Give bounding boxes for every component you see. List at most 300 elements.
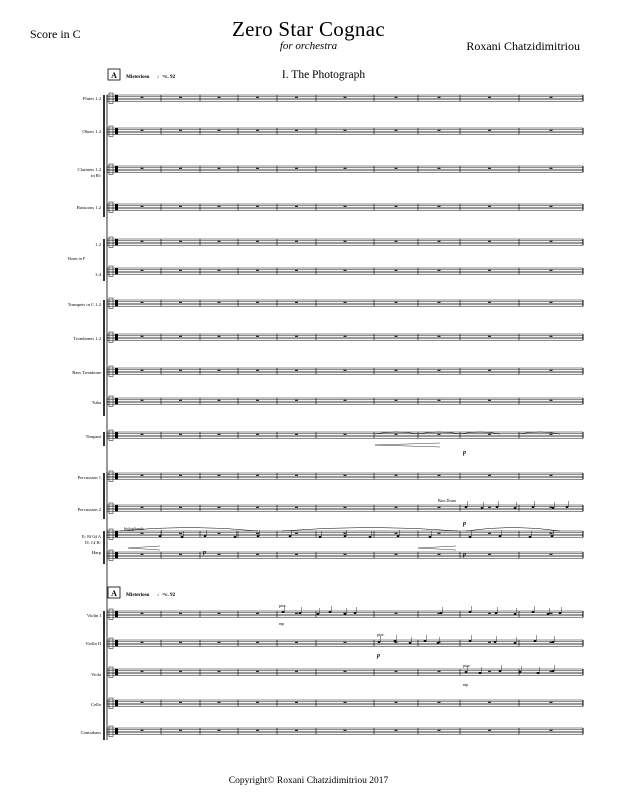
rest-mark xyxy=(344,507,347,508)
rest-mark xyxy=(550,400,553,401)
note-head xyxy=(494,641,497,643)
rest-mark xyxy=(141,554,144,555)
label-horns-12: 1.2 xyxy=(95,242,101,247)
staff-bassoons xyxy=(107,202,583,212)
metronome-strings: ♩=c. 92 xyxy=(157,592,176,598)
rest-mark xyxy=(395,507,398,508)
label-trumpets: Trumpets in C 1.2 xyxy=(67,302,101,307)
note-head xyxy=(499,535,502,537)
rest-mark xyxy=(344,533,347,534)
label-violin-2: Violin II xyxy=(85,641,101,646)
time-signature xyxy=(115,531,118,537)
rest-mark xyxy=(218,642,221,643)
rest-mark xyxy=(218,97,221,98)
rest-mark xyxy=(550,97,553,98)
rest-mark xyxy=(395,302,398,303)
note-head xyxy=(532,611,535,613)
rest-mark xyxy=(438,336,441,337)
staff-clarinets xyxy=(107,164,583,174)
rest-mark xyxy=(550,554,553,555)
rest-mark xyxy=(141,533,144,534)
note-head xyxy=(234,536,237,538)
rest-mark xyxy=(295,702,298,703)
note-head xyxy=(394,640,397,642)
rest-mark xyxy=(438,554,441,555)
note-head xyxy=(495,612,498,614)
staff-percussion-2 xyxy=(107,503,583,513)
rest-mark xyxy=(295,642,298,643)
note-head xyxy=(514,613,517,615)
rest-mark xyxy=(295,370,298,371)
rest-mark xyxy=(395,533,398,534)
rest-mark xyxy=(488,507,491,508)
rest-mark xyxy=(295,730,298,731)
note-head xyxy=(481,507,484,509)
rest-mark xyxy=(295,400,298,401)
rest-mark xyxy=(141,168,144,169)
rest-mark xyxy=(179,475,182,476)
label-clarinets: Clarinets 1.2 xyxy=(77,167,101,172)
rest-mark xyxy=(141,642,144,643)
rest-mark xyxy=(438,370,441,371)
note-head xyxy=(289,535,292,537)
rest-mark xyxy=(488,702,491,703)
rest-mark xyxy=(395,554,398,555)
rest-mark xyxy=(218,507,221,508)
note-head xyxy=(547,613,550,615)
time-signature xyxy=(115,432,118,438)
rest-mark xyxy=(550,336,553,337)
hairpin-0 xyxy=(375,443,440,447)
note-head xyxy=(424,640,427,642)
rest-mark xyxy=(256,554,259,555)
rest-mark xyxy=(550,241,553,242)
rest-mark xyxy=(344,130,347,131)
metronome-top: ♩=c. 92 xyxy=(157,74,176,80)
time-signature xyxy=(115,611,118,617)
time-signature xyxy=(115,473,118,479)
note-head xyxy=(440,612,443,614)
rest-mark xyxy=(395,400,398,401)
rest-mark xyxy=(344,270,347,271)
note-head xyxy=(378,641,381,643)
rest-mark xyxy=(488,130,491,131)
rest-mark xyxy=(295,206,298,207)
annotation-pizz-viola: pizz. xyxy=(463,663,471,668)
staff-timpani xyxy=(107,430,583,440)
rehearsal-mark-strings: A xyxy=(111,589,117,598)
note-head xyxy=(552,670,555,672)
rest-mark xyxy=(295,168,298,169)
rest-mark xyxy=(141,302,144,303)
staff-trumpets xyxy=(107,298,583,308)
rest-mark xyxy=(256,702,259,703)
rest-mark xyxy=(344,475,347,476)
rest-mark xyxy=(344,97,347,98)
rest-mark xyxy=(550,613,553,614)
annotation-bass-drum: Bass Drum xyxy=(438,498,456,503)
rest-mark xyxy=(488,671,491,672)
rest-mark xyxy=(179,336,182,337)
rest-mark xyxy=(295,241,298,242)
hairpin-2 xyxy=(418,546,456,550)
rest-mark xyxy=(488,533,491,534)
time-signature xyxy=(115,239,118,245)
rest-mark xyxy=(344,554,347,555)
label-bass-trombone: Bass Trombone xyxy=(72,370,101,375)
rest-mark xyxy=(295,533,298,534)
note-head xyxy=(354,612,357,614)
label-percussion-1: Percussion 1 xyxy=(77,475,101,480)
rest-mark xyxy=(141,613,144,614)
score-type-label: Score in C xyxy=(30,27,81,41)
rest-mark xyxy=(141,130,144,131)
note-head xyxy=(532,506,535,508)
rest-mark xyxy=(395,336,398,337)
rest-mark xyxy=(395,730,398,731)
dynamic-harp-2: p xyxy=(463,552,466,558)
note-head xyxy=(319,536,322,538)
label-timpani: Timpani xyxy=(85,434,101,439)
rest-mark xyxy=(141,97,144,98)
rest-mark xyxy=(295,475,298,476)
staff-tuba xyxy=(107,396,583,406)
note-head xyxy=(534,640,537,642)
rest-mark xyxy=(218,671,221,672)
rest-mark xyxy=(218,241,221,242)
rest-mark xyxy=(218,168,221,169)
label-harp: Harp xyxy=(91,550,101,555)
note-head xyxy=(465,671,468,673)
staff-oboes xyxy=(107,126,583,136)
movement-title: I. The Photograph xyxy=(281,69,366,81)
time-signature xyxy=(115,300,118,306)
rest-mark xyxy=(438,507,441,508)
rest-mark xyxy=(218,270,221,271)
note-head xyxy=(344,535,347,537)
rest-mark xyxy=(488,241,491,242)
annotation-pizz-vln2: pizz. xyxy=(377,632,385,637)
rest-mark xyxy=(218,302,221,303)
rest-mark xyxy=(438,130,441,131)
rest-mark xyxy=(141,434,144,435)
rest-mark xyxy=(179,434,182,435)
rest-mark xyxy=(438,302,441,303)
rest-mark xyxy=(141,507,144,508)
note-head xyxy=(257,535,260,537)
rest-mark xyxy=(488,302,491,303)
rest-mark xyxy=(395,206,398,207)
label-horns-group: Horns in F xyxy=(67,256,85,261)
time-signature xyxy=(115,505,118,511)
rest-mark xyxy=(141,730,144,731)
rest-mark xyxy=(395,434,398,435)
rest-mark xyxy=(295,613,298,614)
rest-mark xyxy=(550,533,553,534)
rest-mark xyxy=(179,642,182,643)
hairpin-1 xyxy=(128,546,160,550)
rest-mark xyxy=(488,434,491,435)
rest-mark xyxy=(395,613,398,614)
rest-mark xyxy=(395,702,398,703)
rest-mark xyxy=(179,270,182,271)
note-head xyxy=(499,670,502,672)
rest-mark xyxy=(141,671,144,672)
rest-mark xyxy=(256,302,259,303)
rest-mark xyxy=(179,554,182,555)
rest-mark xyxy=(295,336,298,337)
piece-title: Zero Star Cognac xyxy=(232,17,385,41)
harp-slur-2 xyxy=(466,528,560,532)
rest-mark xyxy=(141,702,144,703)
note-head xyxy=(344,613,347,615)
rest-mark xyxy=(488,206,491,207)
rest-mark xyxy=(179,206,182,207)
rest-mark xyxy=(438,241,441,242)
label-viola: Viola xyxy=(91,672,101,677)
label-tuba: Tuba xyxy=(91,400,101,405)
rest-mark xyxy=(395,270,398,271)
annotation-bisbigliando: bisbigliando xyxy=(124,526,144,531)
rest-mark xyxy=(179,168,182,169)
time-signature xyxy=(115,552,118,558)
rest-mark xyxy=(256,533,259,534)
rest-mark xyxy=(344,642,347,643)
staff-contrabass xyxy=(107,726,583,736)
rest-mark xyxy=(141,400,144,401)
rest-mark xyxy=(179,702,182,703)
rest-mark xyxy=(295,130,298,131)
note-head xyxy=(329,611,332,613)
rest-mark xyxy=(344,702,347,703)
note-head xyxy=(429,536,432,538)
rest-mark xyxy=(344,671,347,672)
rest-mark xyxy=(550,206,553,207)
rest-mark xyxy=(488,730,491,731)
note-head xyxy=(559,612,562,614)
note-head xyxy=(551,535,554,537)
note-head xyxy=(496,506,499,508)
rest-mark xyxy=(256,400,259,401)
rest-mark xyxy=(179,130,182,131)
tempo-text-top: Misterioso xyxy=(126,74,150,80)
label-bassoons: Bassoons 1.2 xyxy=(76,205,101,210)
rest-mark xyxy=(438,206,441,207)
rest-mark xyxy=(438,400,441,401)
time-signature xyxy=(115,669,118,675)
staff-flutes xyxy=(107,93,583,103)
rest-mark xyxy=(256,336,259,337)
rest-mark xyxy=(218,554,221,555)
rest-mark xyxy=(141,370,144,371)
rest-mark xyxy=(438,730,441,731)
rest-mark xyxy=(179,533,182,534)
label-flutes: Flutes 1.2 xyxy=(82,96,101,101)
rest-mark xyxy=(218,206,221,207)
rest-mark xyxy=(395,97,398,98)
staff-horns-12 xyxy=(107,237,583,247)
rest-mark xyxy=(438,671,441,672)
rest-mark xyxy=(438,434,441,435)
rest-mark xyxy=(550,130,553,131)
rest-mark xyxy=(344,336,347,337)
rest-mark xyxy=(488,400,491,401)
rest-mark xyxy=(488,370,491,371)
rest-mark xyxy=(550,270,553,271)
staff-bass-trombone xyxy=(107,366,583,376)
time-signature xyxy=(115,128,118,134)
rest-mark xyxy=(256,206,259,207)
staves-group xyxy=(107,93,583,736)
staff-cello xyxy=(107,698,583,708)
rest-mark xyxy=(344,241,347,242)
harp-slur-1 xyxy=(282,528,458,532)
rest-mark xyxy=(141,475,144,476)
staff-violin-2 xyxy=(107,638,583,648)
rest-mark xyxy=(256,613,259,614)
rest-mark xyxy=(344,730,347,731)
rest-mark xyxy=(438,168,441,169)
rest-mark xyxy=(256,642,259,643)
label-clarinets-key: in B♭ xyxy=(91,173,101,178)
note-head xyxy=(282,611,285,613)
rest-mark xyxy=(179,400,182,401)
dynamic-percussion: p xyxy=(463,521,466,527)
rest-mark xyxy=(488,168,491,169)
time-signature xyxy=(115,728,118,734)
note-head xyxy=(181,536,184,538)
note-head xyxy=(317,613,320,615)
rest-mark xyxy=(295,302,298,303)
rest-mark xyxy=(218,130,221,131)
note-head xyxy=(299,612,302,614)
rest-mark xyxy=(344,370,347,371)
note-head xyxy=(519,671,522,673)
dynamic-viola: mp xyxy=(463,682,469,687)
rest-mark xyxy=(488,336,491,337)
rest-mark xyxy=(295,270,298,271)
rest-mark xyxy=(256,730,259,731)
note-head xyxy=(566,506,569,508)
rest-mark xyxy=(218,613,221,614)
rest-mark xyxy=(295,434,298,435)
time-signature xyxy=(115,640,118,646)
dynamic-timpani: p xyxy=(463,450,466,456)
time-signature xyxy=(115,700,118,706)
rest-mark xyxy=(344,206,347,207)
note-head xyxy=(409,642,412,644)
rest-mark xyxy=(438,270,441,271)
rest-mark xyxy=(141,336,144,337)
label-contrabass: Contrabass xyxy=(80,730,101,735)
rest-mark xyxy=(256,130,259,131)
rest-mark xyxy=(395,671,398,672)
rest-mark xyxy=(295,97,298,98)
rest-mark xyxy=(218,475,221,476)
rest-mark xyxy=(179,507,182,508)
note-head xyxy=(397,535,400,537)
rest-mark xyxy=(256,241,259,242)
rest-mark xyxy=(550,302,553,303)
rest-mark xyxy=(256,270,259,271)
staff-percussion-1 xyxy=(107,471,583,481)
label-harp-pedal-2: D♭ C♯ B♭ xyxy=(85,540,101,545)
rest-mark xyxy=(218,336,221,337)
label-harp-pedal-1: E♭ F♯ G♯ A xyxy=(81,534,101,539)
rest-mark xyxy=(395,168,398,169)
rest-mark xyxy=(488,642,491,643)
rest-mark xyxy=(179,302,182,303)
staff-harp-lh xyxy=(107,550,583,560)
note-head xyxy=(437,642,440,644)
note-head xyxy=(552,641,555,643)
time-signature xyxy=(115,368,118,374)
piece-subtitle: for orchestra xyxy=(279,40,338,52)
composer-name: Roxani Chatzidimitriou xyxy=(466,39,580,53)
staff-horns-34 xyxy=(107,266,583,276)
label-trombones: Trombones 1.2 xyxy=(73,336,101,341)
rest-mark xyxy=(488,475,491,476)
note-head xyxy=(537,672,540,674)
time-signature xyxy=(115,334,118,340)
rest-mark xyxy=(256,370,259,371)
note-head xyxy=(552,507,555,509)
time-signature xyxy=(115,398,118,404)
rest-mark xyxy=(141,241,144,242)
time-signature xyxy=(115,166,118,172)
rest-mark xyxy=(295,507,298,508)
staff-viola xyxy=(107,667,583,677)
label-violin-1: Violin I xyxy=(86,613,101,618)
dynamic-vln2: p xyxy=(377,653,380,659)
note-head xyxy=(469,536,472,538)
rest-mark xyxy=(550,702,553,703)
note-head xyxy=(529,536,532,538)
rest-mark xyxy=(550,370,553,371)
rest-mark xyxy=(438,533,441,534)
rest-mark xyxy=(344,168,347,169)
rest-mark xyxy=(256,475,259,476)
rest-mark xyxy=(218,533,221,534)
rest-mark xyxy=(344,400,347,401)
dynamic-harp-1: p xyxy=(203,550,206,556)
note-head xyxy=(469,611,472,613)
rest-mark xyxy=(438,475,441,476)
copyright-notice: Copyright© Roxani Chatzidimitriou 2017 xyxy=(228,776,389,786)
rest-mark xyxy=(141,206,144,207)
rest-mark xyxy=(179,370,182,371)
rest-mark xyxy=(395,370,398,371)
rest-mark xyxy=(256,97,259,98)
staff-harp-rh xyxy=(107,529,583,539)
annotation-pizz-vln1: pizz. xyxy=(279,603,287,608)
time-signature xyxy=(115,204,118,210)
note-head xyxy=(469,640,472,642)
staff-trombones xyxy=(107,332,583,342)
rest-mark xyxy=(488,97,491,98)
rest-mark xyxy=(438,97,441,98)
rehearsal-mark-top: A xyxy=(111,71,117,80)
rest-mark xyxy=(488,554,491,555)
note-head xyxy=(369,536,372,538)
time-signature xyxy=(115,95,118,101)
rest-mark xyxy=(218,702,221,703)
rest-mark xyxy=(256,507,259,508)
rest-mark xyxy=(438,702,441,703)
rest-mark xyxy=(179,97,182,98)
rest-mark xyxy=(179,613,182,614)
rest-mark xyxy=(256,671,259,672)
